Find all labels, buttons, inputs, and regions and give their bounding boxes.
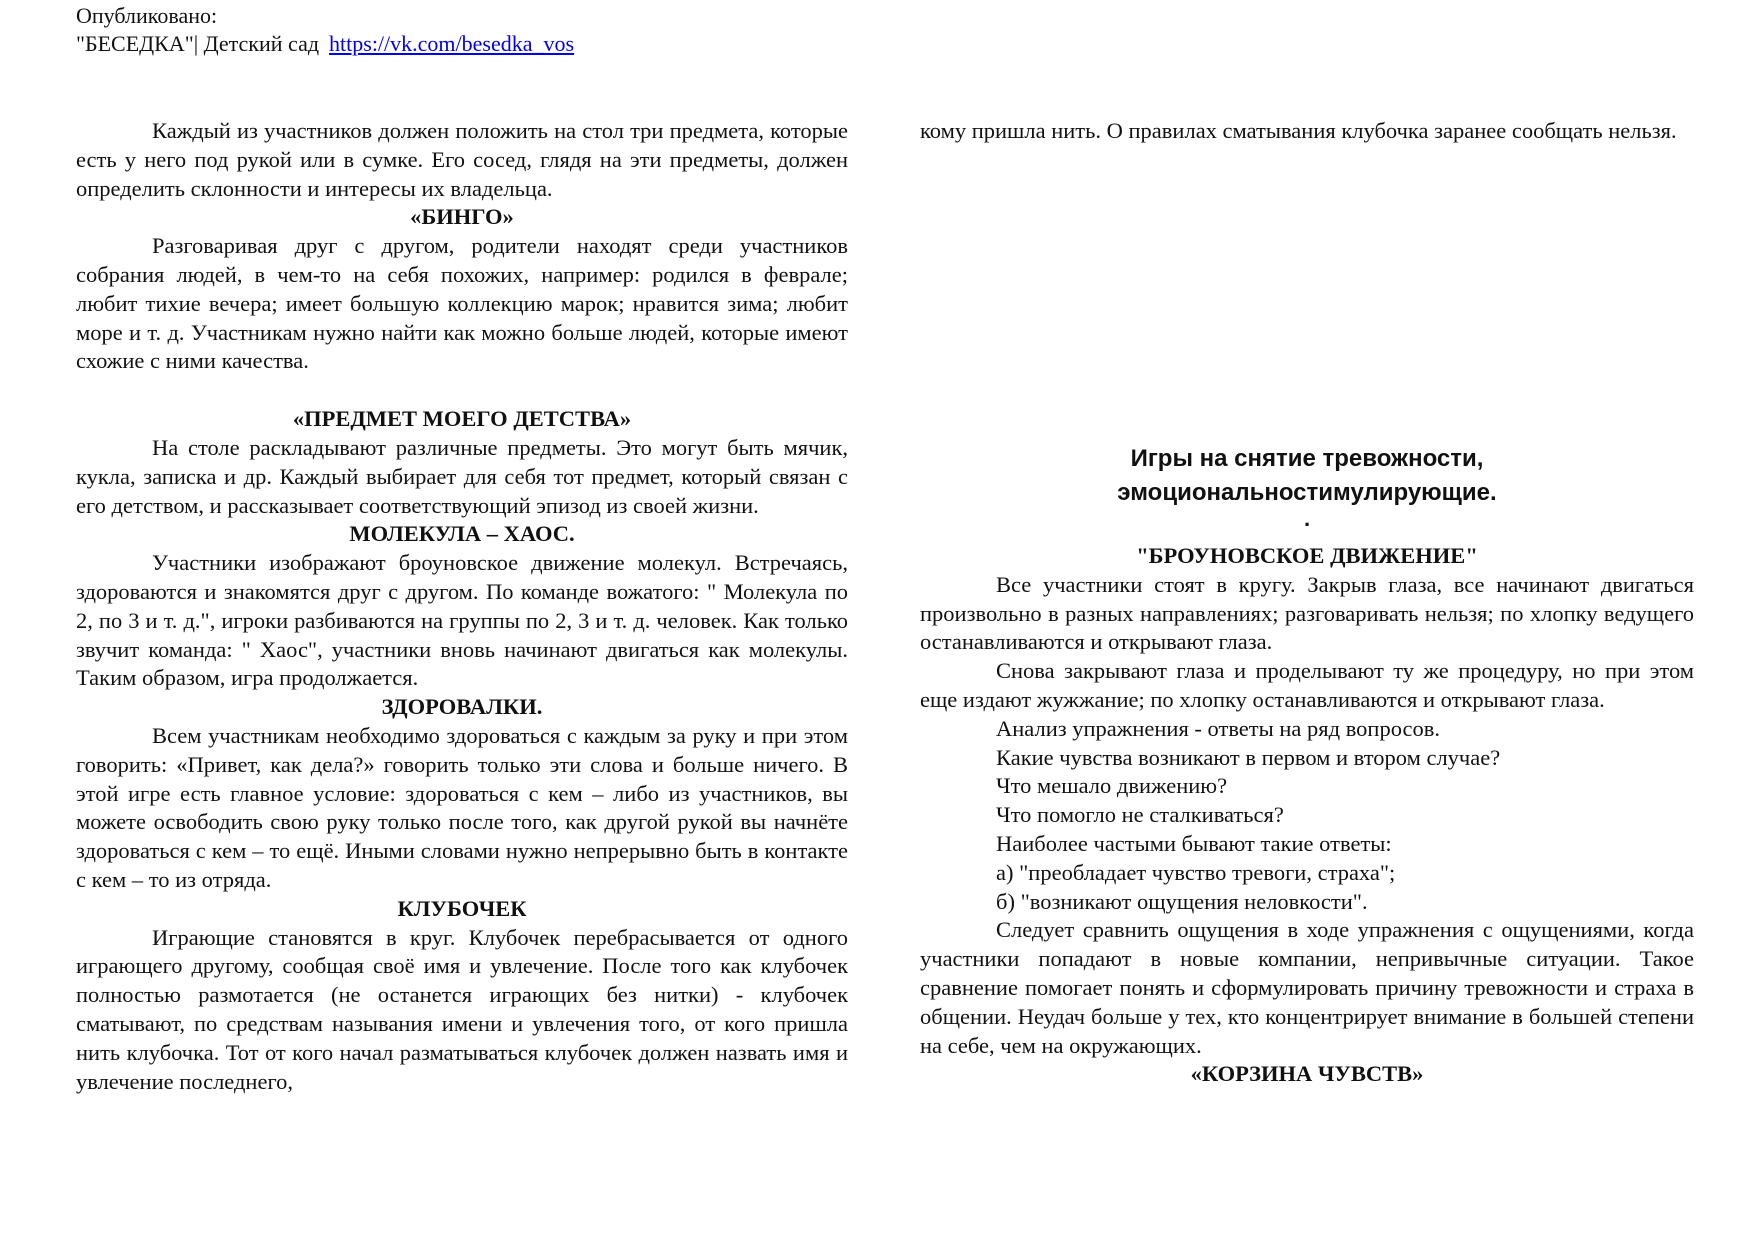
analysis-line: б) "возникают ощущения неловкости".	[996, 888, 1368, 914]
game-text-greetings: Всем участникам необходимо здороваться с каждым за руку и при этом говорить: «Привет, как дела?» говорить только эти слова и больше ничего. В этой игре есть главное условие: здороваться с кем – либо из участников, вы можете освободить свою руку только после того, как другой рукой вы начнёте здороваться с кем – то ещё. Иными словами нужно непрерывно быть в контакте с кем – то из отряда.	[76, 722, 848, 892]
published-label: Опубликовано:	[76, 3, 218, 28]
source-line	[76, 30, 574, 58]
analysis-line: Анализ упражнения - ответы на ряд вопросов.	[996, 715, 1441, 741]
page-header	[76, 2, 574, 58]
section-title-line-1: Игры на снятие тревожности,	[1130, 445, 1484, 472]
game-title-childhood-item: «ПРЕДМЕТ МОЕГО ДЕТСТВА»	[292, 406, 632, 432]
source-link[interactable]: https://vk.com/besedka_vos	[329, 31, 575, 56]
game-text-ball-of-yarn: Играющие становятся в круг. Клубочек перебрасывается от одного играющего другому, сообщая своё имя и увлечение. После того как клубочек полностью размотается (не останется играющих без нитки) - клубочек сматывают, по средствам называния имени и увлечения того, от кого пришла нить клубочка. Тот от кого начал разматываться клубочек должен назвать имя и увлечение последнего,	[76, 924, 848, 1094]
analysis-line: Что мешало движению?	[996, 773, 1228, 799]
game-title-molecule: МОЛЕКУЛА – ХАОС.	[349, 521, 575, 547]
game-text-bingo: Разговаривая друг с другом, родители находят среди участников собрания людей, в чем-то на себя похожих, например: родился в феврале; любит тихие вечера; имеет большую коллекцию марок; нравится зима; любит море и т. д. Участникам нужно найти как можно больше людей, которые имеют схожие с ними качества.	[76, 233, 848, 374]
spacer	[76, 376, 848, 405]
analysis-line: Наиболее частыми бывают такие ответы:	[996, 830, 1392, 856]
section-dot: .	[1303, 506, 1311, 531]
source-name: "БЕСЕДКА"| Детский сад	[76, 31, 320, 56]
game-title-greetings: ЗДОРОВАЛКИ.	[381, 694, 543, 720]
game-title-brownian: "БРОУНОВСКОЕ ДВИЖЕНИЕ"	[1136, 543, 1478, 568]
conclusion-paragraph: Следует сравнить ощущения в ходе упражнения с ощущениями, когда участники попадают в новые компании, непривычные ситуации. Такое сравнение помогает понять и сформулировать причину тревожности и страха в общении. Неудач больше у тех, кто концентрирует внимание в большей степени на себе, чем на окружающих.	[920, 917, 1694, 1058]
right-column-body	[920, 542, 1694, 1089]
brownian-paragraph-1: Все участники стоят в кругу. Закрыв глаза, все начинают двигаться произвольно в разных направлениях; разговаривать нельзя; по хлопку ведущего останавливаются и открывают глаза.	[920, 571, 1694, 655]
game-title-feelings-basket: «КОРЗИНА ЧУВСТВ»	[1190, 1061, 1424, 1087]
game-title-bingo: «БИНГО»	[410, 204, 514, 230]
game-text-molecule: Участники изображают броуновское движение молекул. Встречаясь, здороваются и знакомятся друг с другом. По команде вожатого: " Молекула по 2, по 3 и т. д.", игроки разбиваются на группы по 2, 3 и т. д. человек. Как только звучит команда: " Хаос", участники вновь начинают двигаться как молекулы. Таким образом, игра продолжается.	[76, 550, 848, 691]
section-title	[920, 442, 1694, 531]
game-text-childhood-item: На столе раскладывают различные предметы. Это могут быть мячик, кукла, записка и др. Каждый выбирает для себя тот предмет, который связан с его детством, и рассказывает соответствующий эпизод из своей жизни.	[76, 434, 848, 518]
continuation-paragraph: кому пришла нить. О правилах сматывания клубочка заранее сообщать нельзя.	[920, 118, 1677, 143]
game-title-ball-of-yarn: КЛУБОЧЕК	[397, 895, 527, 921]
analysis-line: Какие чувства возникают в первом и втором случае?	[996, 744, 1501, 770]
left-column	[76, 117, 848, 1096]
brownian-paragraph-2: Снова закрывают глаза и проделывают ту же процедуру, но при этом еще издают жужжание; по хлопку останавливаются и открывают глаза.	[920, 658, 1694, 712]
section-title-line-2: эмоциональностимулирующие.	[1117, 479, 1497, 506]
analysis-line: Что помогло не сталкиваться?	[996, 802, 1284, 828]
intro-paragraph: Каждый из участников должен положить на стол три предмета, которые есть у него под рукой или в сумке. Его сосед, глядя на эти предметы, должен определить склонности и интересы их владельца.	[76, 118, 848, 201]
analysis-line: а) "преобладает чувство тревоги, страха";	[996, 859, 1396, 885]
right-column-top	[920, 117, 1694, 146]
